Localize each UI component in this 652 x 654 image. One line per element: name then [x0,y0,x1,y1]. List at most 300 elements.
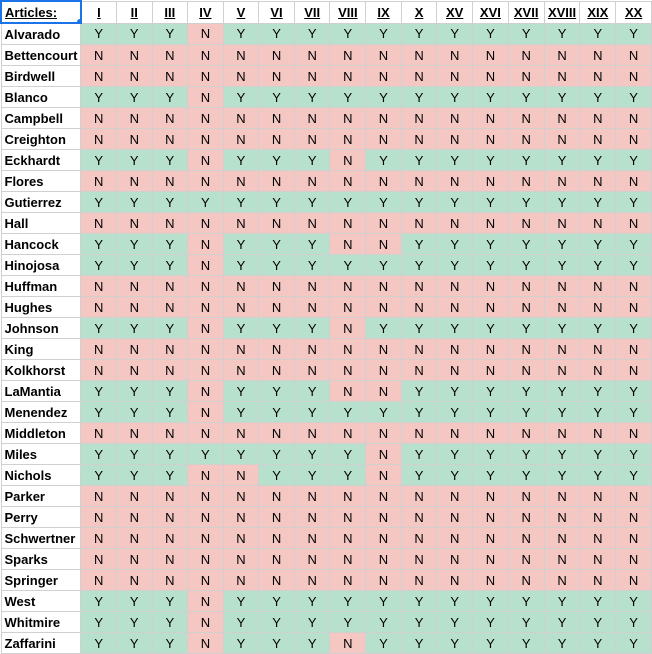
vote-cell[interactable]: N [188,507,224,528]
vote-cell[interactable]: Y [366,591,402,612]
vote-cell[interactable]: N [366,507,402,528]
senator-name-cell[interactable]: Perry [1,507,81,528]
vote-cell[interactable]: Y [223,234,259,255]
vote-cell[interactable]: Y [508,255,544,276]
vote-cell[interactable]: Y [580,612,616,633]
vote-cell[interactable]: N [330,360,366,381]
vote-cell[interactable]: N [81,528,117,549]
vote-cell[interactable]: Y [401,465,437,486]
senator-name-cell[interactable]: Alvarado [1,23,81,45]
vote-cell[interactable]: N [223,66,259,87]
vote-cell[interactable]: N [580,213,616,234]
vote-cell[interactable]: Y [544,23,580,45]
senator-name-cell[interactable]: Parker [1,486,81,507]
vote-cell[interactable]: N [508,297,544,318]
vote-cell[interactable]: N [116,339,152,360]
article-header-xx[interactable]: XX [616,1,652,23]
vote-cell[interactable]: N [259,66,295,87]
vote-cell[interactable]: Y [259,87,295,108]
vote-cell[interactable]: N [188,423,224,444]
vote-cell[interactable]: Y [259,444,295,465]
vote-cell[interactable]: N [294,129,330,150]
vote-cell[interactable]: Y [223,612,259,633]
vote-cell[interactable]: N [580,129,616,150]
vote-cell[interactable]: Y [508,465,544,486]
vote-cell[interactable]: N [508,276,544,297]
article-header-vii[interactable]: VII [294,1,330,23]
vote-cell[interactable]: Y [401,612,437,633]
senator-name-cell[interactable]: Blanco [1,87,81,108]
vote-cell[interactable]: Y [401,591,437,612]
article-header-ii[interactable]: II [116,1,152,23]
vote-cell[interactable]: N [508,528,544,549]
vote-cell[interactable]: Y [580,318,616,339]
vote-cell[interactable]: Y [259,633,295,654]
vote-cell[interactable]: N [152,528,188,549]
vote-cell[interactable]: Y [116,234,152,255]
vote-cell[interactable]: Y [223,23,259,45]
vote-cell[interactable]: N [473,108,509,129]
vote-cell[interactable]: N [508,570,544,591]
vote-cell[interactable]: Y [544,633,580,654]
vote-cell[interactable]: N [223,276,259,297]
vote-cell[interactable]: N [116,66,152,87]
vote-cell[interactable]: Y [544,444,580,465]
vote-cell[interactable]: Y [473,87,509,108]
vote-cell[interactable]: Y [616,591,652,612]
vote-cell[interactable]: N [544,486,580,507]
vote-cell[interactable]: N [366,234,402,255]
vote-cell[interactable]: N [508,549,544,570]
vote-cell[interactable]: Y [330,591,366,612]
vote-cell[interactable]: Y [330,402,366,423]
vote-cell[interactable]: N [437,108,473,129]
vote-cell[interactable]: Y [616,402,652,423]
vote-cell[interactable]: Y [259,150,295,171]
vote-cell[interactable]: N [366,45,402,66]
vote-cell[interactable]: N [437,423,473,444]
vote-cell[interactable]: N [116,423,152,444]
vote-cell[interactable]: N [188,339,224,360]
vote-cell[interactable]: N [294,66,330,87]
vote-cell[interactable]: Y [366,633,402,654]
vote-cell[interactable]: N [473,129,509,150]
vote-cell[interactable]: Y [401,318,437,339]
vote-cell[interactable]: Y [223,633,259,654]
vote-cell[interactable]: Y [544,402,580,423]
vote-cell[interactable]: N [152,297,188,318]
vote-cell[interactable]: N [188,108,224,129]
vote-cell[interactable]: N [294,549,330,570]
vote-cell[interactable]: N [152,108,188,129]
vote-cell[interactable]: Y [473,23,509,45]
vote-cell[interactable]: N [580,528,616,549]
vote-cell[interactable]: Y [294,591,330,612]
vote-cell[interactable]: N [508,129,544,150]
senator-name-cell[interactable]: Miles [1,444,81,465]
vote-cell[interactable]: N [294,276,330,297]
vote-cell[interactable]: Y [544,234,580,255]
vote-cell[interactable]: N [116,570,152,591]
vote-cell[interactable]: Y [294,234,330,255]
vote-cell[interactable]: N [188,528,224,549]
vote-cell[interactable]: Y [544,255,580,276]
vote-cell[interactable]: Y [437,234,473,255]
senator-name-cell[interactable]: Schwertner [1,528,81,549]
vote-cell[interactable]: N [330,45,366,66]
vote-cell[interactable]: Y [116,444,152,465]
vote-cell[interactable]: N [616,549,652,570]
vote-cell[interactable]: Y [437,444,473,465]
vote-cell[interactable]: N [544,549,580,570]
vote-cell[interactable]: N [473,276,509,297]
vote-cell[interactable]: Y [508,402,544,423]
vote-cell[interactable]: N [259,213,295,234]
vote-cell[interactable]: N [259,528,295,549]
vote-cell[interactable]: N [437,276,473,297]
vote-cell[interactable]: N [544,129,580,150]
senator-name-cell[interactable]: Menendez [1,402,81,423]
vote-cell[interactable]: Y [544,612,580,633]
vote-cell[interactable]: Y [223,402,259,423]
vote-cell[interactable]: Y [294,465,330,486]
vote-cell[interactable]: N [223,108,259,129]
senator-name-cell[interactable]: LaMantia [1,381,81,402]
vote-cell[interactable]: Y [294,255,330,276]
vote-cell[interactable]: N [81,213,117,234]
vote-cell[interactable]: N [544,297,580,318]
vote-cell[interactable]: N [580,171,616,192]
vote-cell[interactable]: N [81,66,117,87]
article-header-xvii[interactable]: XVII [508,1,544,23]
vote-cell[interactable]: N [473,171,509,192]
vote-cell[interactable]: N [616,66,652,87]
vote-cell[interactable]: N [401,549,437,570]
vote-cell[interactable]: N [294,297,330,318]
vote-cell[interactable]: Y [437,192,473,213]
vote-cell[interactable]: Y [294,612,330,633]
vote-cell[interactable]: N [366,486,402,507]
senator-name-cell[interactable]: Johnson [1,318,81,339]
vote-cell[interactable]: N [152,549,188,570]
vote-cell[interactable]: N [473,486,509,507]
vote-cell[interactable]: Y [152,612,188,633]
vote-cell[interactable]: Y [580,23,616,45]
vote-cell[interactable]: N [294,486,330,507]
vote-cell[interactable]: N [81,486,117,507]
vote-cell[interactable]: Y [223,87,259,108]
vote-cell[interactable]: N [188,23,224,45]
vote-cell[interactable]: N [259,549,295,570]
vote-cell[interactable]: N [259,276,295,297]
vote-cell[interactable]: N [259,507,295,528]
vote-cell[interactable]: N [259,171,295,192]
vote-cell[interactable]: Y [437,255,473,276]
vote-cell[interactable]: N [223,171,259,192]
vote-cell[interactable]: N [508,507,544,528]
vote-cell[interactable]: N [294,171,330,192]
vote-cell[interactable]: N [544,45,580,66]
vote-cell[interactable]: N [188,87,224,108]
vote-cell[interactable]: N [223,528,259,549]
vote-cell[interactable]: Y [152,402,188,423]
vote-cell[interactable]: Y [473,192,509,213]
vote-cell[interactable]: Y [116,87,152,108]
vote-cell[interactable]: N [152,213,188,234]
vote-cell[interactable]: N [223,339,259,360]
vote-cell[interactable]: N [188,171,224,192]
vote-cell[interactable]: Y [616,633,652,654]
vote-cell[interactable]: N [401,297,437,318]
vote-cell[interactable]: N [580,360,616,381]
vote-cell[interactable]: N [294,423,330,444]
vote-cell[interactable]: Y [616,150,652,171]
vote-cell[interactable]: Y [294,444,330,465]
vote-cell[interactable]: Y [508,150,544,171]
vote-cell[interactable]: N [616,528,652,549]
vote-cell[interactable]: N [366,339,402,360]
vote-cell[interactable]: Y [81,255,117,276]
vote-cell[interactable]: Y [544,591,580,612]
vote-cell[interactable]: Y [616,465,652,486]
vote-cell[interactable]: Y [152,23,188,45]
vote-cell[interactable]: Y [616,255,652,276]
vote-cell[interactable]: N [116,297,152,318]
vote-cell[interactable]: N [437,549,473,570]
vote-cell[interactable]: N [152,570,188,591]
article-header-ix[interactable]: IX [366,1,402,23]
article-header-xv[interactable]: XV [437,1,473,23]
vote-cell[interactable]: N [294,108,330,129]
vote-cell[interactable]: Y [580,465,616,486]
vote-cell[interactable]: N [188,549,224,570]
vote-cell[interactable]: Y [81,318,117,339]
vote-cell[interactable]: Y [223,150,259,171]
vote-cell[interactable]: N [81,360,117,381]
vote-cell[interactable]: Y [616,318,652,339]
vote-cell[interactable]: N [580,108,616,129]
vote-cell[interactable]: Y [81,23,117,45]
vote-cell[interactable]: N [223,465,259,486]
vote-cell[interactable]: Y [401,150,437,171]
vote-cell[interactable]: N [152,486,188,507]
vote-cell[interactable]: N [616,276,652,297]
vote-cell[interactable]: N [116,45,152,66]
vote-cell[interactable]: N [366,297,402,318]
article-header-i[interactable]: I [81,1,117,23]
vote-cell[interactable]: Y [152,633,188,654]
vote-cell[interactable]: N [616,339,652,360]
vote-cell[interactable]: Y [508,87,544,108]
vote-cell[interactable]: N [223,570,259,591]
vote-cell[interactable]: Y [508,23,544,45]
vote-cell[interactable]: N [508,486,544,507]
vote-cell[interactable]: Y [437,318,473,339]
vote-cell[interactable]: Y [473,150,509,171]
vote-cell[interactable]: N [259,297,295,318]
vote-cell[interactable]: Y [616,234,652,255]
vote-cell[interactable]: N [81,297,117,318]
vote-cell[interactable]: Y [116,612,152,633]
vote-cell[interactable]: Y [366,150,402,171]
vote-cell[interactable]: N [188,234,224,255]
vote-cell[interactable]: Y [437,87,473,108]
vote-cell[interactable]: N [188,612,224,633]
vote-cell[interactable]: N [188,633,224,654]
senator-name-cell[interactable]: Springer [1,570,81,591]
vote-cell[interactable]: Y [294,633,330,654]
vote-cell[interactable]: N [330,108,366,129]
senator-name-cell[interactable]: Hall [1,213,81,234]
vote-cell[interactable]: N [616,297,652,318]
vote-cell[interactable]: Y [366,23,402,45]
article-header-viii[interactable]: VIII [330,1,366,23]
vote-cell[interactable]: N [188,486,224,507]
vote-cell[interactable]: N [508,45,544,66]
vote-cell[interactable]: Y [437,612,473,633]
vote-cell[interactable]: N [580,45,616,66]
vote-cell[interactable]: Y [401,381,437,402]
vote-cell[interactable]: N [116,129,152,150]
vote-cell[interactable]: Y [544,87,580,108]
vote-cell[interactable]: N [544,108,580,129]
vote-cell[interactable]: Y [81,444,117,465]
vote-cell[interactable]: Y [580,150,616,171]
senator-name-cell[interactable]: Birdwell [1,66,81,87]
vote-cell[interactable]: Y [330,87,366,108]
vote-cell[interactable]: N [401,171,437,192]
vote-cell[interactable]: N [152,507,188,528]
vote-cell[interactable]: Y [116,402,152,423]
vote-cell[interactable]: N [188,297,224,318]
vote-cell[interactable]: N [544,213,580,234]
vote-cell[interactable]: Y [294,402,330,423]
vote-cell[interactable]: Y [580,87,616,108]
vote-cell[interactable]: N [152,45,188,66]
article-header-xix[interactable]: XIX [580,1,616,23]
senator-name-cell[interactable]: Bettencourt [1,45,81,66]
vote-cell[interactable]: N [473,549,509,570]
vote-cell[interactable]: N [580,486,616,507]
vote-cell[interactable]: N [437,171,473,192]
vote-cell[interactable]: N [152,423,188,444]
vote-cell[interactable]: Y [330,192,366,213]
vote-cell[interactable]: N [437,297,473,318]
vote-cell[interactable]: N [330,507,366,528]
vote-cell[interactable]: N [330,339,366,360]
vote-cell[interactable]: N [259,108,295,129]
vote-cell[interactable]: Y [259,465,295,486]
vote-cell[interactable]: N [366,108,402,129]
vote-cell[interactable]: Y [473,444,509,465]
vote-cell[interactable]: Y [437,150,473,171]
vote-cell[interactable]: Y [259,612,295,633]
vote-cell[interactable]: N [294,213,330,234]
senator-name-cell[interactable]: King [1,339,81,360]
vote-cell[interactable]: Y [473,612,509,633]
vote-cell[interactable]: N [508,213,544,234]
vote-cell[interactable]: Y [81,381,117,402]
vote-cell[interactable]: N [508,171,544,192]
vote-cell[interactable]: N [473,528,509,549]
vote-cell[interactable]: N [116,486,152,507]
vote-cell[interactable]: N [330,528,366,549]
vote-cell[interactable]: N [366,171,402,192]
vote-cell[interactable]: Y [223,255,259,276]
vote-cell[interactable]: N [473,339,509,360]
vote-cell[interactable]: N [330,633,366,654]
vote-cell[interactable]: N [330,549,366,570]
vote-cell[interactable]: N [223,129,259,150]
vote-cell[interactable]: N [188,66,224,87]
vote-cell[interactable]: N [223,360,259,381]
vote-cell[interactable]: N [152,360,188,381]
vote-cell[interactable]: N [508,66,544,87]
vote-cell[interactable]: N [580,507,616,528]
vote-cell[interactable]: N [116,171,152,192]
vote-cell[interactable]: N [152,339,188,360]
senator-name-cell[interactable]: West [1,591,81,612]
vote-cell[interactable]: Y [473,465,509,486]
vote-cell[interactable]: N [473,507,509,528]
vote-cell[interactable]: N [366,276,402,297]
vote-cell[interactable]: N [473,66,509,87]
vote-cell[interactable]: N [223,549,259,570]
vote-cell[interactable]: Y [116,23,152,45]
vote-cell[interactable]: Y [223,318,259,339]
vote-cell[interactable]: Y [366,255,402,276]
vote-cell[interactable]: N [259,570,295,591]
vote-cell[interactable]: Y [188,192,224,213]
vote-cell[interactable]: N [330,276,366,297]
vote-cell[interactable]: Y [437,591,473,612]
vote-cell[interactable]: Y [152,150,188,171]
vote-cell[interactable]: Y [152,192,188,213]
vote-cell[interactable]: N [223,486,259,507]
vote-cell[interactable]: N [616,570,652,591]
vote-cell[interactable]: Y [544,192,580,213]
vote-cell[interactable]: Y [580,402,616,423]
vote-cell[interactable]: Y [437,402,473,423]
vote-cell[interactable]: N [330,150,366,171]
vote-cell[interactable]: N [437,360,473,381]
vote-cell[interactable]: N [544,360,580,381]
vote-cell[interactable]: Y [259,402,295,423]
vote-cell[interactable]: Y [294,150,330,171]
vote-cell[interactable]: Y [401,234,437,255]
vote-cell[interactable]: N [116,360,152,381]
vote-cell[interactable]: Y [366,402,402,423]
vote-cell[interactable]: Y [580,255,616,276]
vote-cell[interactable]: Y [152,234,188,255]
vote-cell[interactable]: N [366,360,402,381]
article-header-xviii[interactable]: XVIII [544,1,580,23]
vote-cell[interactable]: N [188,360,224,381]
vote-cell[interactable]: N [544,570,580,591]
vote-cell[interactable]: Y [223,444,259,465]
senator-name-cell[interactable]: Whitmire [1,612,81,633]
vote-cell[interactable]: N [188,129,224,150]
selection-fill-handle[interactable] [76,18,81,23]
vote-cell[interactable]: N [294,339,330,360]
vote-cell[interactable]: Y [508,591,544,612]
vote-cell[interactable]: N [616,486,652,507]
vote-cell[interactable]: Y [116,381,152,402]
article-header-x[interactable]: X [401,1,437,23]
vote-cell[interactable]: N [259,339,295,360]
vote-cell[interactable]: Y [473,255,509,276]
vote-cell[interactable]: N [330,318,366,339]
